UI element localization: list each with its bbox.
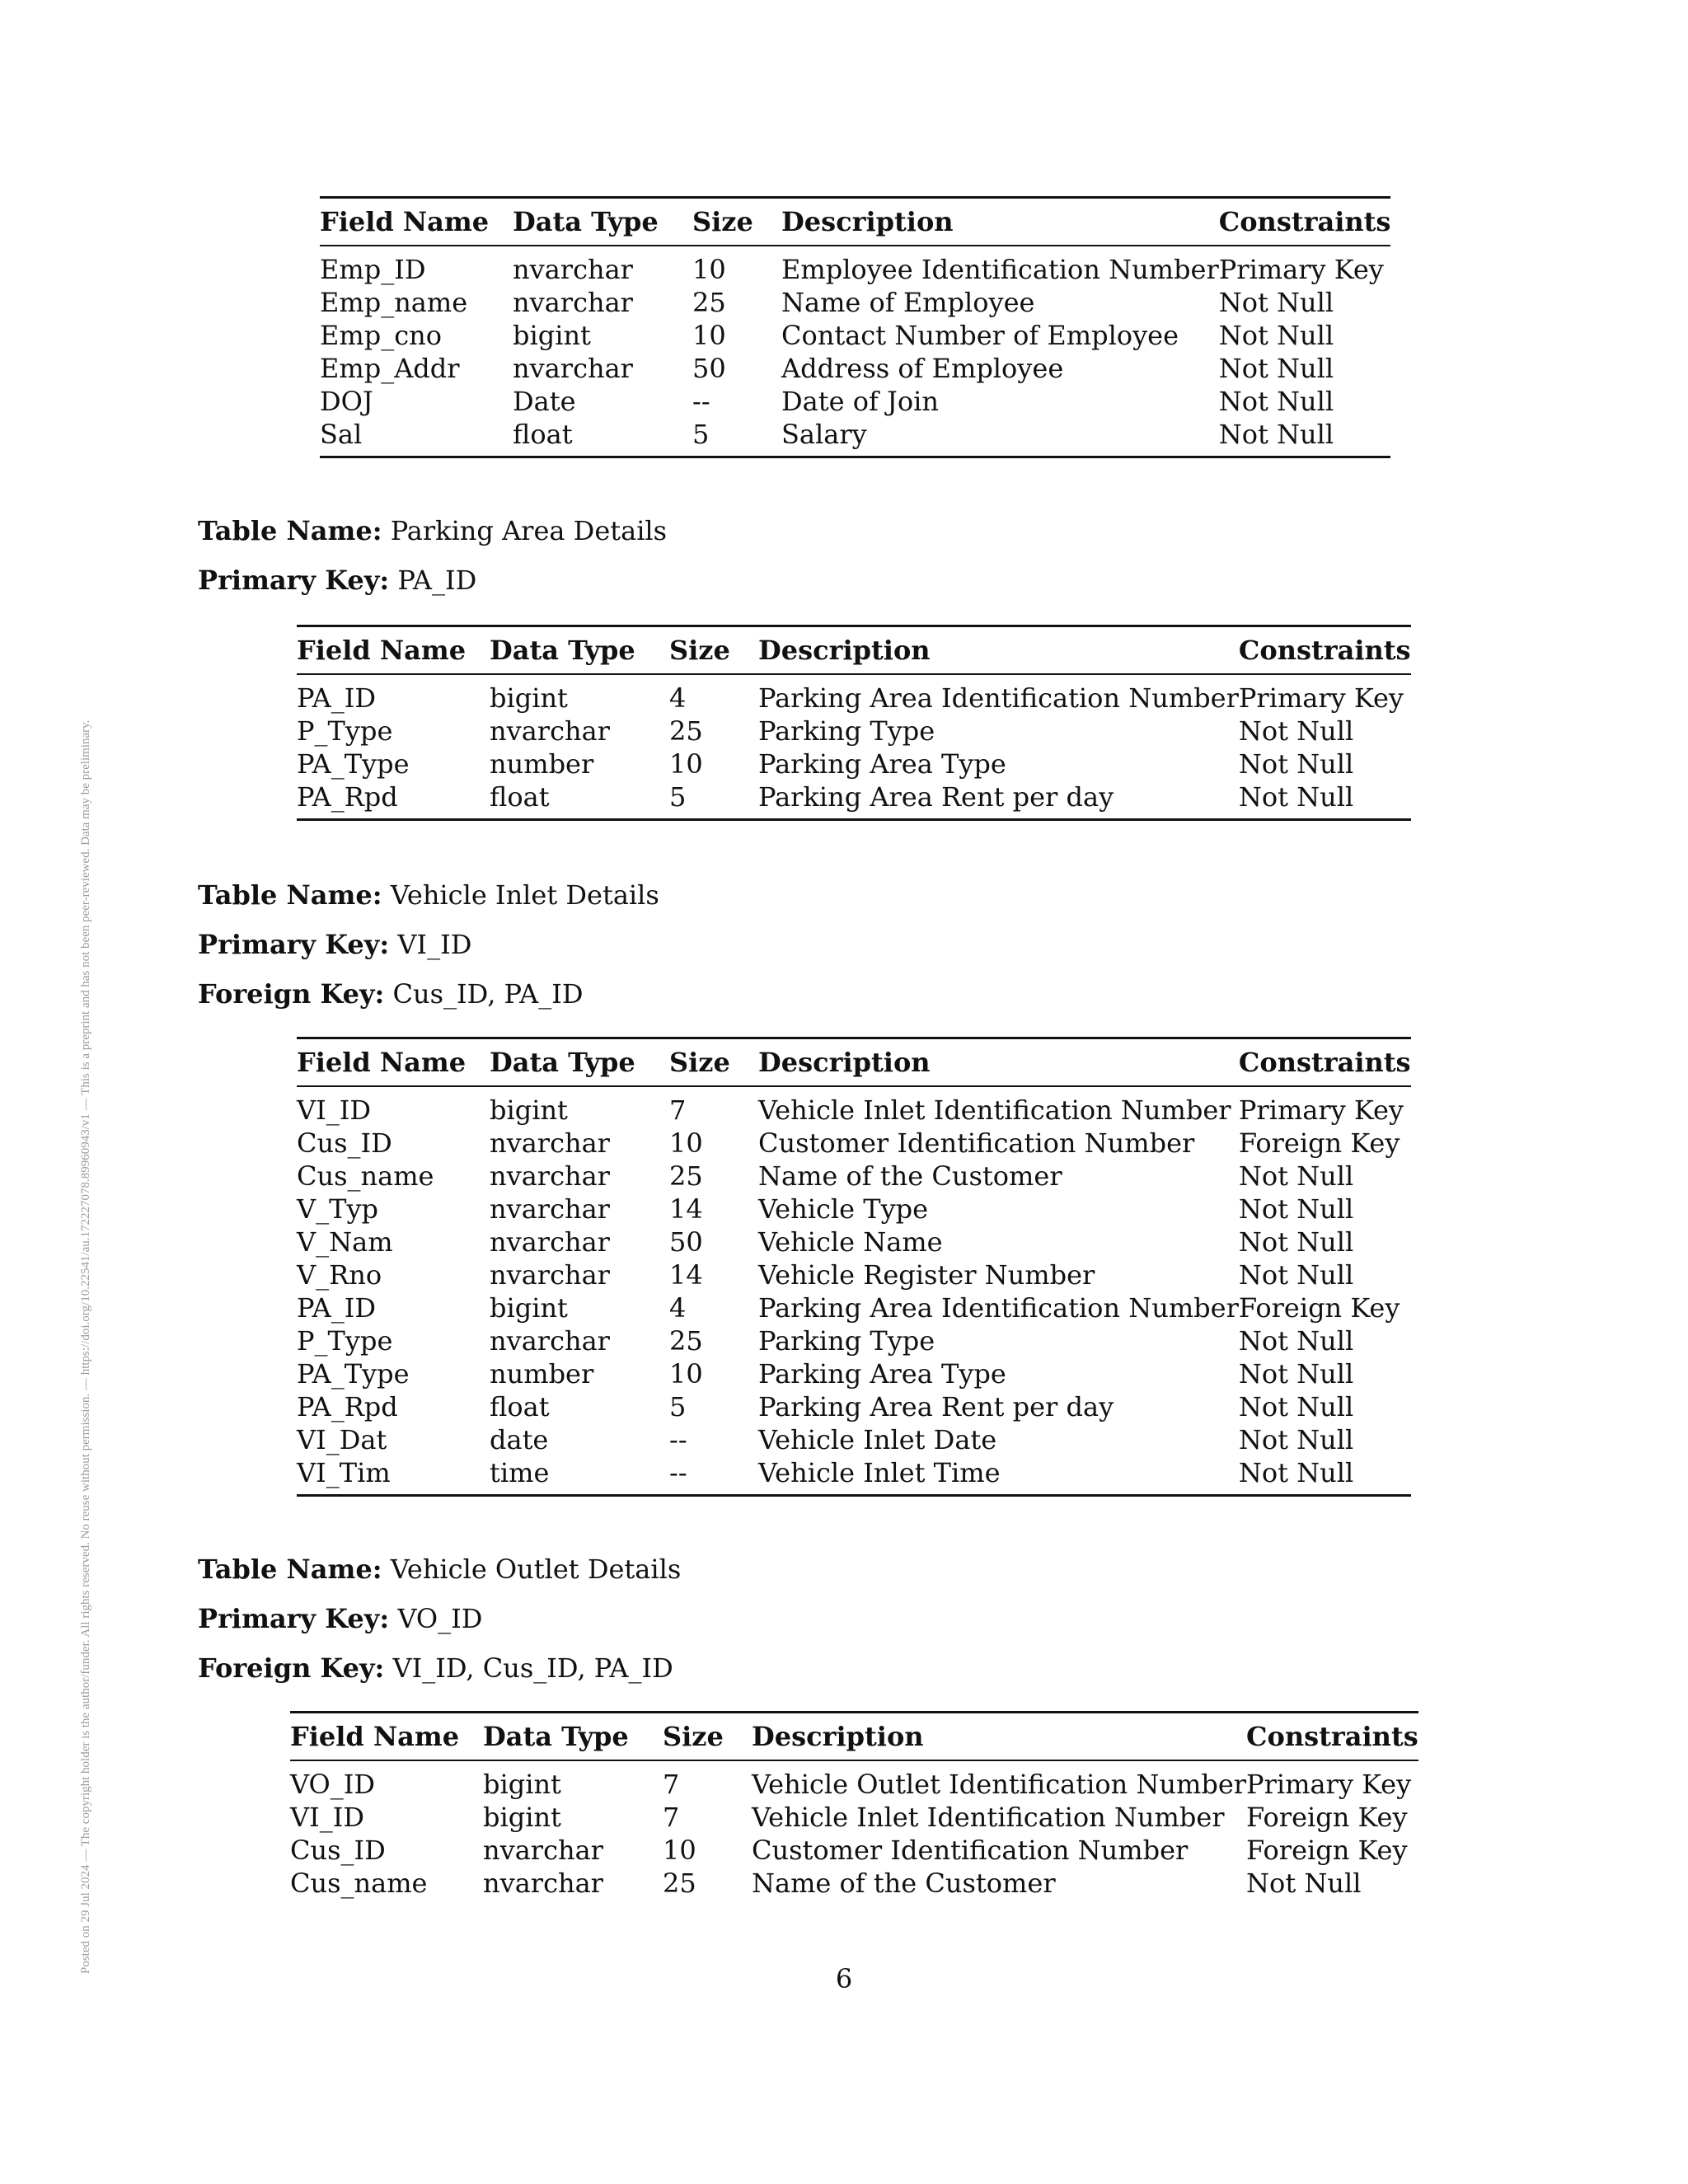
table-row	[320, 352, 1390, 385]
data-type-cell: number	[490, 1358, 594, 1390]
constraints-cell: Not Null	[1219, 418, 1391, 457]
constraints-cell: Not Null	[1238, 715, 1354, 747]
data-type-cell: Date	[513, 386, 576, 417]
size-cell: 14	[669, 1259, 703, 1291]
data-type-cell: nvarchar	[490, 1127, 610, 1159]
table-row	[297, 1127, 1411, 1160]
table-row	[297, 1357, 1411, 1390]
vehicle-inlet-details-table	[297, 1037, 1411, 1497]
table-header-row	[320, 198, 1390, 246]
header-description: Description	[758, 1038, 1239, 1087]
header-constraints: Constraints	[1239, 626, 1411, 675]
header-field-name: Field Name	[297, 626, 490, 675]
size-cell: 7	[663, 1769, 680, 1800]
primary-key-value: PA_ID	[397, 565, 477, 596]
header-size: Size	[669, 626, 758, 675]
data-type-cell: nvarchar	[483, 1835, 603, 1866]
header-size: Size	[692, 198, 781, 246]
size-cell: 5	[692, 418, 781, 457]
size-cell: 10	[663, 1835, 696, 1866]
description-cell: Employee Identification Number	[781, 254, 1219, 285]
data-type-cell: nvarchar	[490, 1193, 610, 1225]
table-name-line	[198, 514, 667, 547]
parking-area-details-table	[297, 625, 1411, 821]
size-cell: 25	[663, 1868, 696, 1899]
constraints-cell: Not Null	[1218, 287, 1334, 318]
size-cell: 4	[669, 1292, 687, 1324]
table-row	[320, 246, 1390, 286]
table-row	[297, 1423, 1411, 1456]
constraints-cell: Not Null	[1238, 1391, 1354, 1422]
size-cell: 5	[669, 1391, 687, 1422]
primary-key-line	[198, 928, 471, 961]
description-cell: Vehicle Inlet Identification Number	[752, 1802, 1225, 1833]
table-row	[290, 1760, 1418, 1801]
constraints-cell: Not Null	[1218, 320, 1334, 351]
size-cell: --	[692, 386, 710, 417]
description-cell: Parking Area Rent per day	[758, 780, 1239, 820]
data-type-cell: bigint	[483, 1802, 561, 1833]
size-cell: 4	[669, 682, 687, 714]
size-cell: 10	[669, 1127, 703, 1159]
field-name-cell: PA_ID	[297, 1292, 376, 1324]
constraints-cell: Foreign Key	[1238, 1127, 1400, 1159]
foreign-key-label: Foreign Key:	[198, 978, 385, 1010]
field-name-cell: Cus_ID	[297, 1127, 392, 1159]
data-type-cell: nvarchar	[490, 1160, 610, 1192]
constraints-cell: Not Null	[1218, 353, 1334, 384]
table-row	[297, 1258, 1411, 1291]
primary-key-line	[198, 564, 476, 597]
header-description: Description	[752, 1713, 1246, 1761]
primary-key-label: Primary Key:	[198, 929, 390, 960]
table-row	[290, 1867, 1418, 1905]
constraints-cell: Not Null	[1238, 1325, 1354, 1357]
table-name-value: Vehicle Inlet Details	[390, 879, 659, 911]
table-row	[297, 715, 1411, 748]
table-row	[297, 1193, 1411, 1226]
constraints-cell: Not Null	[1238, 1358, 1354, 1390]
size-cell: 7	[663, 1802, 680, 1833]
table-body	[320, 246, 1390, 457]
size-cell: 25	[692, 287, 726, 318]
constraints-cell: Not Null	[1238, 1160, 1354, 1192]
table-name-label: Table Name:	[198, 515, 382, 546]
description-cell: Vehicle Inlet Time	[758, 1456, 1239, 1496]
table-header-row	[290, 1713, 1418, 1761]
field-name-cell: Emp_Addr	[320, 353, 460, 384]
description-cell: Address of Employee	[781, 353, 1064, 384]
data-type-cell: date	[490, 1424, 549, 1455]
size-cell: --	[669, 1456, 758, 1496]
header-size: Size	[663, 1713, 752, 1761]
foreign-key-line	[198, 977, 584, 1010]
constraints-cell: Foreign Key	[1246, 1802, 1408, 1833]
field-name-cell: Emp_ID	[320, 254, 426, 285]
header-data-type: Data Type	[490, 626, 669, 675]
employee-details-table	[320, 196, 1390, 458]
description-cell: Parking Area Type	[758, 748, 1006, 780]
constraints-cell: Not Null	[1238, 1226, 1354, 1258]
constraints-cell: Foreign Key	[1246, 1835, 1408, 1866]
foreign-key-value: VI_ID, Cus_ID, PA_ID	[392, 1652, 673, 1684]
data-type-cell: bigint	[490, 1292, 568, 1324]
description-cell: Parking Area Identification Number	[758, 682, 1239, 714]
size-cell: 10	[692, 320, 726, 351]
description-cell: Parking Area Type	[758, 1358, 1006, 1390]
data-type-cell: time	[490, 1456, 669, 1496]
constraints-cell: Not Null	[1239, 1456, 1411, 1496]
table-row	[320, 286, 1390, 319]
description-cell: Vehicle Outlet Identification Number	[752, 1769, 1247, 1800]
header-constraints: Constraints	[1246, 1713, 1418, 1761]
data-type-cell: nvarchar	[490, 1226, 610, 1258]
size-cell: 10	[692, 254, 726, 285]
header-description: Description	[758, 626, 1239, 675]
table-name-label: Table Name:	[198, 1554, 382, 1585]
description-cell: Parking Area Rent per day	[758, 1391, 1114, 1422]
foreign-key-value: Cus_ID, PA_ID	[392, 978, 584, 1010]
field-name-cell: Cus_name	[290, 1868, 428, 1899]
table-row	[297, 748, 1411, 780]
field-name-cell: P_Type	[297, 1325, 393, 1357]
table-name-value: Vehicle Outlet Details	[390, 1554, 682, 1585]
size-cell: 10	[669, 1358, 703, 1390]
field-name-cell: V_Rno	[297, 1259, 382, 1291]
size-cell: --	[669, 1424, 687, 1455]
constraints-cell: Not Null	[1246, 1868, 1362, 1899]
field-name-cell: P_Type	[297, 715, 393, 747]
foreign-key-line	[198, 1652, 673, 1685]
table-body	[297, 674, 1411, 820]
table-row	[297, 1390, 1411, 1423]
field-name-cell: PA_Type	[297, 748, 410, 780]
description-cell: Contact Number of Employee	[781, 320, 1179, 351]
primary-key-value: VO_ID	[397, 1603, 483, 1634]
vehicle-outlet-details-table	[290, 1711, 1418, 1905]
table-row	[297, 1291, 1411, 1324]
field-name-cell: VO_ID	[290, 1769, 376, 1800]
header-description: Description	[781, 198, 1219, 246]
description-cell: Vehicle Inlet Date	[758, 1424, 997, 1455]
field-name-cell: DOJ	[320, 386, 373, 417]
size-cell: 25	[669, 1325, 703, 1357]
field-name-cell: PA_Rpd	[297, 1391, 398, 1422]
foreign-key-label: Foreign Key:	[198, 1652, 385, 1684]
data-type-cell: nvarchar	[490, 1259, 610, 1291]
data-type-cell: number	[490, 748, 594, 780]
primary-key-line	[198, 1602, 482, 1635]
description-cell: Name of the Customer	[752, 1868, 1056, 1899]
constraints-cell: Primary Key	[1246, 1769, 1412, 1800]
constraints-cell: Not Null	[1238, 1259, 1354, 1291]
constraints-cell: Not Null	[1239, 780, 1411, 820]
table-row	[297, 1324, 1411, 1357]
data-type-cell: nvarchar	[513, 287, 633, 318]
description-cell: Vehicle Name	[758, 1226, 943, 1258]
description-cell: Vehicle Register Number	[758, 1259, 1095, 1291]
header-constraints: Constraints	[1239, 1038, 1411, 1087]
constraints-cell: Primary Key	[1238, 682, 1404, 714]
field-name-cell: V_Typ	[297, 1193, 379, 1225]
primary-key-value: VI_ID	[397, 929, 472, 960]
constraints-cell: Not Null	[1238, 1424, 1354, 1455]
description-cell: Vehicle Inlet Identification Number	[758, 1094, 1231, 1126]
table-row	[290, 1834, 1418, 1867]
table-name-line	[198, 879, 659, 912]
preprint-sidebar-notice: Posted on 29 Jul 2024 — The copyright holder is the author/funder. All rights reserved. No reuse without permission. — https://doi.org/10.22541/au.172227078.89960943/v1 — This is a preprint and has not been peer-reviewed. Data may be preliminary.	[79, 719, 92, 1974]
field-name-cell: VI_ID	[290, 1802, 365, 1833]
constraints-cell: Not Null	[1238, 748, 1354, 780]
size-cell: 10	[669, 748, 703, 780]
field-name-cell: PA_Type	[297, 1358, 410, 1390]
field-name-cell: V_Nam	[297, 1226, 393, 1258]
field-name-cell: Emp_cno	[320, 320, 442, 351]
table-row	[297, 1456, 1411, 1496]
header-field-name: Field Name	[320, 198, 513, 246]
table-row	[297, 1160, 1411, 1193]
description-cell: Parking Type	[758, 715, 935, 747]
header-data-type: Data Type	[513, 198, 692, 246]
description-cell: Customer Identification Number	[752, 1835, 1189, 1866]
table-header-row	[297, 626, 1411, 675]
table-row	[320, 385, 1390, 418]
size-cell: 25	[669, 715, 703, 747]
table-name-line	[198, 1553, 681, 1586]
description-cell: Date of Join	[781, 386, 939, 417]
table-row	[320, 418, 1390, 457]
field-name-cell: VI_Tim	[297, 1456, 490, 1496]
data-type-cell: bigint	[513, 320, 591, 351]
header-field-name: Field Name	[290, 1713, 483, 1761]
data-type-cell: bigint	[490, 1094, 568, 1126]
field-name-cell: Emp_name	[320, 287, 468, 318]
data-type-cell: nvarchar	[490, 1325, 610, 1357]
page-number: 6	[835, 1963, 853, 1994]
constraints-cell: Not Null	[1238, 1193, 1354, 1225]
field-name-cell: VI_ID	[297, 1094, 372, 1126]
field-name-cell: VI_Dat	[297, 1424, 387, 1455]
description-cell: Parking Type	[758, 1325, 935, 1357]
data-type-cell: float	[513, 418, 692, 457]
description-cell: Vehicle Type	[758, 1193, 929, 1225]
table-header-row	[297, 1038, 1411, 1087]
header-field-name: Field Name	[297, 1038, 490, 1087]
constraints-cell: Not Null	[1218, 386, 1334, 417]
table-name-value: Parking Area Details	[390, 515, 668, 546]
size-cell: 14	[669, 1193, 703, 1225]
data-type-cell: bigint	[490, 682, 568, 714]
size-cell: 50	[669, 1226, 703, 1258]
size-cell: 5	[669, 780, 758, 820]
data-type-cell: nvarchar	[483, 1868, 603, 1899]
field-name-cell: Sal	[320, 418, 513, 457]
field-name-cell: Cus_name	[297, 1160, 434, 1192]
header-size: Size	[669, 1038, 758, 1087]
constraints-cell: Primary Key	[1238, 1094, 1404, 1126]
description-cell: Salary	[781, 418, 1219, 457]
table-row	[320, 319, 1390, 352]
size-cell: 25	[669, 1160, 703, 1192]
table-row	[290, 1801, 1418, 1834]
table-row	[297, 1226, 1411, 1258]
size-cell: 50	[692, 353, 726, 384]
header-data-type: Data Type	[483, 1713, 663, 1761]
data-type-cell: nvarchar	[513, 353, 633, 384]
description-cell: Name of the Customer	[758, 1160, 1062, 1192]
description-cell: Parking Area Identification Number	[758, 1292, 1239, 1324]
table-row	[297, 1086, 1411, 1127]
table-body	[290, 1760, 1418, 1905]
table-body	[297, 1086, 1411, 1496]
field-name-cell: Cus_ID	[290, 1835, 386, 1866]
primary-key-label: Primary Key:	[198, 1603, 390, 1634]
field-name-cell: PA_Rpd	[297, 780, 490, 820]
header-data-type: Data Type	[490, 1038, 669, 1087]
constraints-cell: Foreign Key	[1238, 1292, 1400, 1324]
size-cell: 7	[669, 1094, 687, 1126]
description-cell: Customer Identification Number	[758, 1127, 1195, 1159]
table-row	[297, 674, 1411, 715]
data-type-cell: nvarchar	[490, 715, 610, 747]
table-name-label: Table Name:	[198, 879, 382, 911]
data-type-cell: float	[490, 1391, 550, 1422]
constraints-cell: Primary Key	[1218, 254, 1384, 285]
header-constraints: Constraints	[1219, 198, 1391, 246]
description-cell: Name of Employee	[781, 287, 1035, 318]
data-type-cell: float	[490, 780, 669, 820]
table-row	[297, 780, 1411, 820]
field-name-cell: PA_ID	[297, 682, 376, 714]
data-type-cell: nvarchar	[513, 254, 633, 285]
data-type-cell: bigint	[483, 1769, 561, 1800]
primary-key-label: Primary Key:	[198, 565, 390, 596]
